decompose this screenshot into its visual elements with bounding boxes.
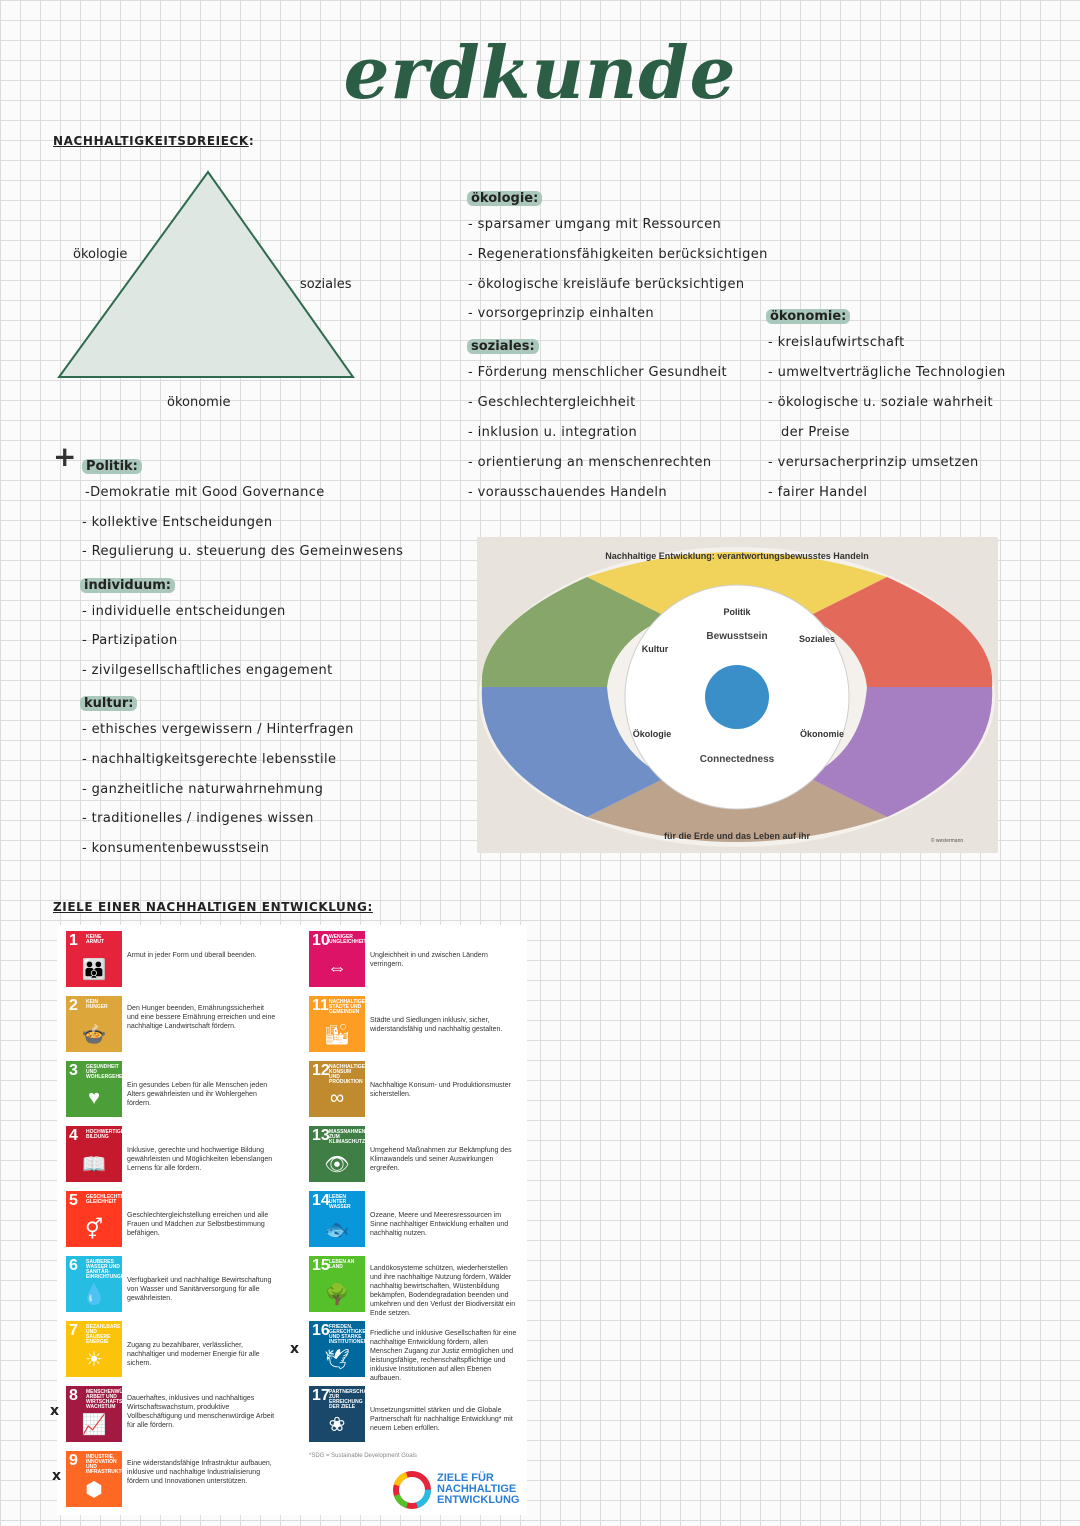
economy-item: - verursacherprinzip umsetzen bbox=[768, 455, 979, 470]
sdg-description: Inklusive, gerechte und hochwertige Bildung gewährleisten und Möglichkeiten lebenslangen Lernens für alle fördern. bbox=[127, 1147, 273, 1172]
sdg-description: Umsetzungsmittel stärken und die Globale Partnerschaft für nachhaltige Entwicklung* mit neuem Leben erfüllen. bbox=[370, 1407, 513, 1432]
sdg-label: KEINE ARMUT bbox=[86, 934, 105, 945]
economy-item: - kreislaufwirtschaft bbox=[768, 335, 905, 350]
triangle-heading-text: NACHHALTIGKEITSDREIECK bbox=[53, 134, 249, 148]
sdg-number: 15 bbox=[312, 1257, 330, 1274]
economy-item: - umweltverträgliche Technologien bbox=[768, 365, 1006, 380]
sdg-tile bbox=[309, 996, 365, 1052]
individual-item: - zivilgesellschaftliches engagement bbox=[82, 663, 333, 678]
individual-heading: individuum: bbox=[80, 574, 175, 593]
sdg-icon: ⇔ bbox=[327, 957, 347, 979]
sdg-tile bbox=[309, 1061, 371, 1117]
segment-label-kultur: Kultur bbox=[641, 644, 669, 654]
segment-label-oekonomie: Ökonomie bbox=[799, 729, 845, 739]
sdg-number: 17 bbox=[312, 1387, 330, 1404]
triangle-heading bbox=[53, 130, 254, 149]
sdg-tile bbox=[66, 931, 122, 987]
sdg-description: Ein gesundes Leben für alle Menschen jeden Alters gewährleisten und ihr Wohlergehen fördern. bbox=[127, 1082, 268, 1107]
sdg-label: WENIGER UNGLEICHHEITEN bbox=[329, 934, 374, 945]
sdg-number: 8 bbox=[69, 1387, 78, 1404]
page-title: erdkunde bbox=[343, 30, 737, 115]
sdg-label: NACHHALTIGE/R KONSUM UND PRODUKTION bbox=[329, 1064, 371, 1085]
globe-icon bbox=[705, 665, 769, 729]
sdg-tile bbox=[309, 931, 374, 987]
sdg-icon: 🐟 bbox=[324, 1219, 350, 1241]
sdg-description: Den Hunger beenden, Ernährungssicherheit und eine bessere Ernährung erreichen und eine nachhaltige Landwirtschaft fördern. bbox=[127, 1005, 276, 1030]
sdg-description: Eine widerstandsfähige Infrastruktur aufbauen, inklusive und nachhaltige Industrialisierung fördern und Innovationen unterstützen. bbox=[127, 1460, 272, 1485]
segment-label-politik: Politik bbox=[723, 607, 751, 617]
politics-item: - kollektive Entscheidungen bbox=[82, 515, 273, 530]
sustainability-triangle bbox=[55, 168, 357, 382]
sdg-label: HOCHWERTIGE BILDUNG bbox=[86, 1129, 125, 1140]
sdg-number: 5 bbox=[69, 1192, 78, 1209]
social-item: - inklusion u. integration bbox=[468, 425, 638, 440]
sdg-number: 13 bbox=[312, 1127, 330, 1144]
individual-item: - Partizipation bbox=[82, 633, 178, 648]
sdg-panel bbox=[57, 925, 527, 1515]
sdg-description: Armut in jeder Form und überall beenden. bbox=[127, 952, 257, 959]
cross-mark: x bbox=[290, 1341, 300, 1357]
sdg-icon: 🌳 bbox=[324, 1284, 350, 1306]
sdg-label: SAUBERES WASSER UND SANITÄR-EINRICHTUNGEN bbox=[86, 1259, 128, 1280]
segment-label-individuum: Individuum bbox=[713, 765, 761, 775]
sdg-icon: ⚥ bbox=[84, 1219, 104, 1241]
sdg-icon: 📈 bbox=[81, 1414, 107, 1436]
social-item: - vorausschauendes Handeln bbox=[468, 485, 668, 500]
sdg-tile bbox=[66, 1386, 139, 1442]
sdg-description: Verfügbarkeit und nachhaltige Bewirtschaftung von Wasser und Sanitärversorgung für alle gewährleisten. bbox=[127, 1277, 272, 1302]
politics-heading: Politik: bbox=[82, 455, 142, 474]
individual-item: - individuelle entscheidungen bbox=[82, 604, 286, 619]
sdg-icon: 🏙 bbox=[324, 1024, 350, 1046]
sdg-icon: 🕊 bbox=[324, 1349, 350, 1371]
sdg-number: 4 bbox=[69, 1127, 78, 1144]
politics-item: -Demokratie mit Good Governance bbox=[85, 485, 325, 500]
sdg-tile bbox=[309, 1191, 365, 1247]
social-item: - orientierung an menschenrechten bbox=[468, 455, 712, 470]
social-item: - Förderung menschlicher Gesundheit bbox=[468, 365, 728, 380]
culture-item: - ganzheitliche naturwahrnehmung bbox=[82, 782, 324, 797]
sdg-number: 9 bbox=[69, 1452, 78, 1469]
plus-sign: + bbox=[53, 440, 77, 473]
sdg-description: Ozeane, Meere und Meeresressourcen im Sinne nachhaltiger Entwicklung erhalten und nachhaltig nutzen. bbox=[370, 1212, 509, 1237]
economy-item: der Preise bbox=[781, 425, 850, 440]
sdg-tile bbox=[309, 1126, 365, 1182]
circle-bottom-arc: für die Erde und das Leben auf ihr bbox=[663, 831, 811, 841]
sdg-logo-text: ZIELE FÜR NACHHALTIGE ENTWICKLUNG bbox=[437, 1472, 520, 1506]
ecology-item: - ökologische kreisläufe berücksichtigen bbox=[468, 277, 745, 292]
sdg-number: 1 bbox=[69, 932, 78, 949]
goals-heading: ZIELE EINER NACHHALTIGEN ENTWICKLUNG: bbox=[53, 900, 373, 914]
social-item: - Geschlechtergleichheit bbox=[468, 395, 636, 410]
sdg-description: Geschlechtergleichstellung erreichen und alle Frauen und Mädchen zur Selbstbestimmung befähigen. bbox=[127, 1212, 269, 1237]
segment-label-oekologie: Ökologie bbox=[632, 729, 672, 739]
sdg-label: MENSCHENWÜRDIGE ARBEIT UND WIRTSCHAFTS-WACHSTUM bbox=[86, 1389, 139, 1410]
culture-heading: kultur: bbox=[80, 692, 137, 711]
economy-heading: ökonomie: bbox=[766, 305, 850, 324]
sdg-tile bbox=[66, 1321, 122, 1377]
sdg-description: Landökosysteme schützen, wiederherstellen und ihre nachhaltige Nutzung fördern, Wälder nachhaltig bewirtschaften, Wüstenbildung bekämpfen, Bodendegradation beenden und umkehren und den Verlust der Biodiversität ein Ende setzen. bbox=[370, 1265, 516, 1317]
economy-item: - fairer Handel bbox=[768, 485, 868, 500]
sdg-label: NACHHALTIGE STÄDTE UND GEMEINDEN bbox=[329, 999, 366, 1015]
sdg-icon: 💧 bbox=[81, 1284, 107, 1306]
sdg-wheel-icon bbox=[392, 1470, 432, 1510]
sdg-description: Umgehend Maßnahmen zur Bekämpfung des Klimawandels und seiner Auswirkungen ergreifen. bbox=[370, 1147, 512, 1172]
cross-mark: x bbox=[52, 1468, 62, 1484]
sdg-icon: 👁 bbox=[324, 1154, 350, 1176]
cross-mark: x bbox=[50, 1403, 60, 1419]
sdg-label: BEZAHLBARE UND SAUBERE ENERGIE bbox=[86, 1324, 121, 1345]
sustainability-circle-graphic bbox=[477, 537, 998, 853]
sdg-tile bbox=[66, 1191, 130, 1247]
sdg-number: 10 bbox=[312, 932, 330, 949]
sdg-tile bbox=[309, 1386, 381, 1442]
triangle-label-economy: ökonomie bbox=[167, 395, 231, 410]
sdg-number: 6 bbox=[69, 1257, 78, 1274]
sdg-number: 3 bbox=[69, 1062, 78, 1079]
sdg-icon: 👪 bbox=[81, 959, 107, 981]
economy-item: - ökologische u. soziale wahrheit bbox=[768, 395, 993, 410]
sdg-icon: 📖 bbox=[81, 1154, 107, 1176]
sdg-label: INDUSTRIE, INNOVATION UND INFRASTRUKTUR bbox=[86, 1454, 129, 1475]
sdg-tile bbox=[309, 1256, 365, 1312]
circle-center-bottom: Connectedness bbox=[699, 754, 775, 765]
sdg-description: Dauerhaftes, inklusives und nachhaltiges Wirtschaftswachstum, produktive Vollbeschäftigung und menschenwürdige Arbeit für alle fördern. bbox=[127, 1395, 275, 1429]
sdg-number: 11 bbox=[312, 997, 329, 1014]
ecology-item: - sparsamer umgang mit Ressourcen bbox=[468, 217, 722, 232]
sdg-label: PARTNERSCHAFTEN ZUR ERREICHUNG DER ZIELE bbox=[329, 1389, 381, 1410]
ecology-item: - vorsorgeprinzip einhalten bbox=[468, 306, 654, 321]
sdg-label: KEIN HUNGER bbox=[86, 999, 108, 1010]
sdg-number: 12 bbox=[312, 1062, 330, 1079]
circle-copyright: © westermann bbox=[930, 838, 964, 844]
sdg-tile bbox=[66, 1061, 126, 1117]
ecology-heading: ökologie: bbox=[467, 187, 542, 206]
sdg-description: Städte und Siedlungen inklusiv, sicher, widerstandsfähig und nachhaltig gestalten. bbox=[370, 1017, 503, 1033]
sdg-icon: ❀ bbox=[328, 1414, 346, 1436]
sdg-description: Zugang zu bezahlbarer, verlässlicher, nachhaltiger und moderner Energie für alle sichern. bbox=[127, 1342, 260, 1367]
circle-center-top: Bewusstsein bbox=[706, 631, 768, 642]
sdg-tile bbox=[66, 996, 122, 1052]
triangle-label-ecology: ökologie bbox=[73, 247, 128, 262]
sdg-label: GESUNDHEIT UND WOHLERGEHEN bbox=[86, 1064, 126, 1080]
sdg-label: LEBEN UNTER WASSER bbox=[329, 1194, 351, 1210]
sdg-tile bbox=[66, 1256, 128, 1312]
sdg-number: 16 bbox=[312, 1322, 330, 1339]
culture-item: - ethisches vergewissern / Hinterfragen bbox=[82, 722, 354, 737]
social-heading: soziales: bbox=[467, 335, 539, 354]
sdg-icon: ☀ bbox=[85, 1349, 103, 1371]
sdg-icon: 🍲 bbox=[81, 1024, 107, 1046]
sdg-number: 7 bbox=[69, 1322, 78, 1339]
sdg-tile bbox=[66, 1126, 125, 1182]
segment-label-soziales: Soziales bbox=[798, 634, 836, 644]
sdg-label: MASSNAHMEN ZUM KLIMASCHUTZ bbox=[329, 1129, 366, 1145]
sdg-tile bbox=[309, 1321, 371, 1377]
sdg-number: 14 bbox=[312, 1192, 330, 1209]
sdg-footnote: *SDG = Sustainable Development Goals bbox=[309, 1453, 417, 1459]
culture-item: - traditionelles / indigenes wissen bbox=[82, 811, 314, 826]
sdg-description: Friedliche und inklusive Gesellschaften für eine nachhaltige Entwicklung fördern, allen Menschen Zugang zur Justiz ermöglichen und leistungsfähige, rechenschaftspflichtige und inklusive Institutionen auf allen Ebenen aufbauen. bbox=[370, 1330, 517, 1382]
sdg-number: 2 bbox=[69, 997, 78, 1014]
sdg-label: FRIEDEN, GERECHTIGKEIT UND STARKE INSTITUTIONEN bbox=[329, 1324, 371, 1345]
sdg-icon: ♥ bbox=[88, 1087, 100, 1109]
sdg-label: LEBEN AN LAND bbox=[329, 1259, 355, 1270]
sdg-description: Nachhaltige Konsum- und Produktionsmuster sicherstellen. bbox=[370, 1082, 511, 1098]
sdg-label: GESCHLECHTER-GLEICHHEIT bbox=[86, 1194, 130, 1205]
triangle-shape bbox=[59, 172, 353, 377]
circle-top-arc: Nachhaltige Entwicklung: verantwortungsbewusstes Handeln bbox=[605, 551, 869, 561]
sdg-icon: ∞ bbox=[329, 1087, 345, 1109]
culture-item: - nachhaltigkeitsgerechte lebensstile bbox=[82, 752, 337, 767]
triangle-label-social: soziales bbox=[300, 277, 352, 292]
sdg-icon: ⬢ bbox=[85, 1479, 103, 1501]
triangle-heading-colon: : bbox=[248, 134, 255, 148]
sdg-tile bbox=[66, 1451, 129, 1507]
culture-item: - konsumentenbewusstsein bbox=[82, 841, 270, 856]
sdg-description: Ungleichheit in und zwischen Ländern verringern. bbox=[370, 952, 488, 968]
sustainability-circle-image bbox=[477, 537, 998, 853]
politics-item: - Regulierung u. steuerung des Gemeinwesens bbox=[82, 544, 404, 559]
ecology-item: - Regenerationsfähigkeiten berücksichtigen bbox=[468, 247, 768, 262]
